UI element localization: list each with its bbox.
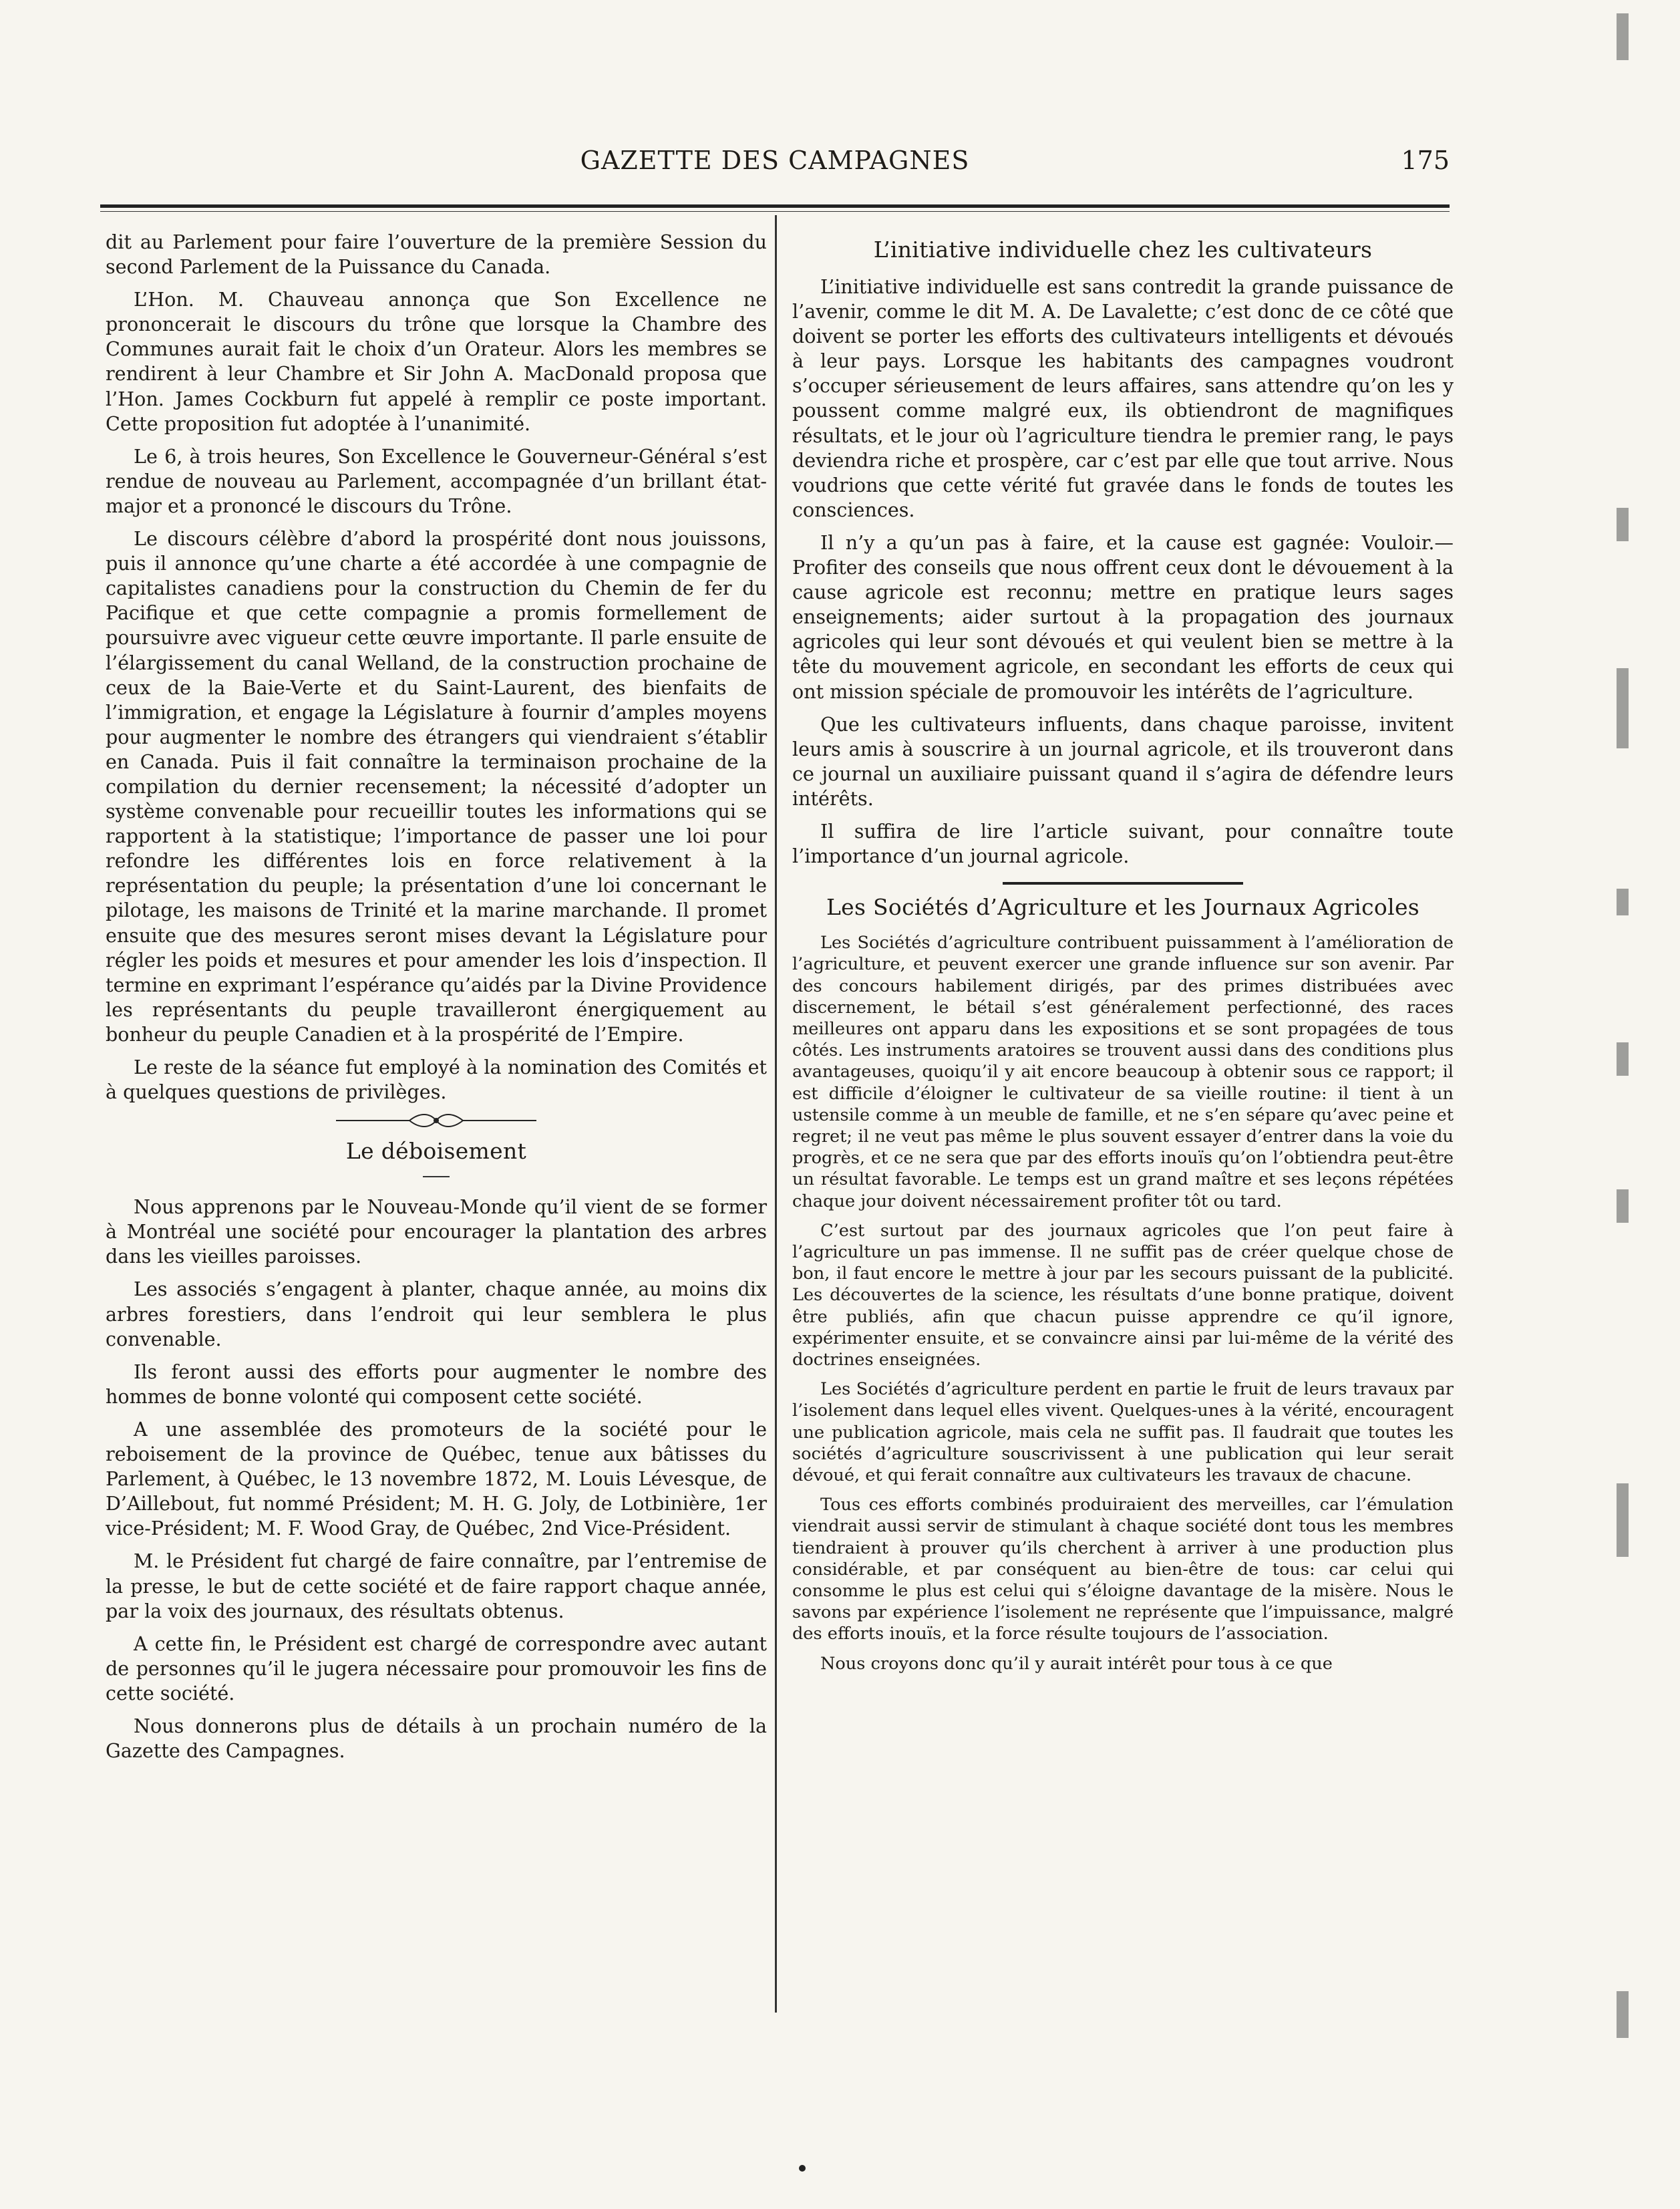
scan-edge-marks xyxy=(1617,0,1670,2209)
section-title-societes: Les Sociétés d’Agriculture et les Journaux Agricoles xyxy=(826,894,1420,921)
column-divider xyxy=(775,215,777,2013)
ornament-divider xyxy=(106,1113,767,1131)
paragraph: dit au Parlement pour faire l’ouverture de la première Session du second Parlement de la Puissance du Canada. xyxy=(106,231,767,279)
paragraph: L’Hon. M. Chauveau annonça que Son Excellence ne prononcerait le discours du trône que lorsque la Chambre des Communes aurait fait le choix d’un Orateur. Alors les membres se rendirent à leur Chambre et Sir John A. MacDonald proposa que l’Hon. James Cockburn fut appelé à remplir ce poste important. Cette proposition fut adoptée à l’unanimité. xyxy=(106,288,767,435)
paragraph: Nous croyons donc qu’il y aurait intérêt pour tous à ce que xyxy=(820,1653,1333,1674)
scan-mark xyxy=(1617,668,1629,748)
page-header xyxy=(100,146,1450,186)
section-title-initiative: L’initiative individuelle chez les cultivateurs xyxy=(873,237,1373,263)
newspaper-title: GAZETTE DES CAMPAGNES xyxy=(580,146,970,175)
scan-mark xyxy=(1617,1189,1629,1223)
paragraph: Que les cultivateurs influents, dans chaque paroisse, invitent leurs amis à souscrire à un journal agricole, et ils trouveront dans ce journal un auxiliaire puissant quand il s’agira de défendre leurs intérêts. xyxy=(792,712,1454,810)
paragraph: Nous apprenons par le Nouveau-Monde qu’il vient de se former à Montréal une société pour encourager la plantation des arbres dans les vieilles paroisses. xyxy=(106,1195,767,1268)
paragraph: Il suffira de lire l’article suivant, pour connaître toute l’importance d’un journal agricole. xyxy=(792,819,1454,868)
paragraph: Nous donnerons plus de détails à un prochain numéro de la Gazette des Campagnes. xyxy=(106,1714,767,1763)
section-title-deboisement: Le déboisement xyxy=(345,1138,527,1165)
paragraph: C’est surtout par des journaux agricoles que l’on peut faire à l’agriculture un pas immense. Il ne suffit pas de créer quelque chose de bon, il faut encore le mettre à jour par les secours puissant de la publicité. Les découvertes de la science, les résultats d’une bonne pratique, doivent être publiés, afin que chacun puisse apprendre ce qu’il ignore, expérimenter ensuite, et se convaincre ainsi par lui-même de la vérité des doctrines enseignées. xyxy=(792,1220,1454,1370)
paragraph: Les Sociétés d’agriculture contribuent puissamment à l’amélioration de l’agriculture, et peuvent exercer une grande influence sur son avenir. Par des concours habilement dirigés, par des primes distribuées avec discernement, le bétail s’est généralement perfectionné, des races meilleures ont apparu dans les expositions et se sont propagées de tous côtés. Les instruments aratoires se trouvent aussi dans des conditions plus avantageuses, quoiqu’il y ait encore beaucoup à obtenir sous ce rapport; il est difficile d’éloigner le cultivateur de sa vieille routine: il tient à un ustensile comme à un meuble de famille, et ne s’en sépare qu’avec peine et regret; il ne veut pas même le plus souvent essayer d’entrer dans la voie du progrès, et ce ne sera que par des efforts inouïs qu’on l’obtiendra peut-être un résultat favorable. Le temps est un grand maître et ses leçons répétées chaque jour doivent nécessairement profiter tôt ou tard. xyxy=(792,933,1454,1211)
scan-mark xyxy=(1617,13,1629,60)
scan-mark xyxy=(1617,1042,1629,1076)
right-column xyxy=(792,230,1454,1682)
scan-mark xyxy=(1617,508,1629,541)
header-rule-thin xyxy=(100,211,1450,212)
scan-dot xyxy=(799,2165,806,2172)
paragraph: A cette fin, le Président est chargé de correspondre avec autant de personnes qu’il le jugera nécessaire pour promouvoir les fins de cette société. xyxy=(106,1632,767,1705)
page-number: 175 xyxy=(1401,146,1450,175)
paragraph: A une assemblée des promoteurs de la société pour le reboisement de la province de Québec, tenue aux bâtisses du Parlement, à Québec, le 13 novembre 1872, M. Louis Lévesque, de D’Aillebout, fut nommé Président; M. H. G. Joly, de Lotbinière, 1er vice-Président; M. F. Wood Gray, de Québec, 2nd Vice-Président. xyxy=(106,1417,767,1540)
paragraph: Les associés s’engagent à planter, chaque année, au moins dix arbres forestiers, dans l’endroit qui leur semblera le plus convenable. xyxy=(106,1278,767,1350)
paragraph: Il n’y a qu’un pas à faire, et la cause est gagnée: Vouloir.—Profiter des conseils que nous offrent ceux dont le dévouement à la cause agricole est reconnu; mettre en pratique leurs sages enseignements; aider surtout à la propagation des journaux agricoles qui leur sont dévoués et qui veulent bien se mettre à la tête du mouvement agricole, en secondant les efforts de ceux qui ont mission spéciale de promouvoir les intérêts de l’agriculture. xyxy=(792,531,1454,703)
scan-mark xyxy=(1617,889,1629,915)
ornament-icon xyxy=(336,1113,536,1129)
paragraph: M. le Président fut chargé de faire connaître, par l’entremise de la presse, le but de cette société et de faire rapport chaque année, par la voix des journaux, des résultats obtenus. xyxy=(106,1550,767,1622)
left-column xyxy=(106,230,767,1771)
paragraph: Le discours célèbre d’abord la prospérité dont nous jouissons, puis il annonce qu’une charte a été accordée à une compagnie de capitalistes canadiens pour la construction du Chemin de fer du Pacifique et que cette compagnie a promis formellement de poursuivre avec vigueur cette œuvre importante. Il parle ensuite de l’élargissement du canal Welland, de la construction prochaine de ceux de la Baie-Verte et du Saint-Laurent, des bienfaits de l’immigration, et engage la Législature à fournir d’amples moyens pour augmenter le nombre des étrangers qui viendraient s’établir en Canada. Puis il fait connaître la terminaison prochaine de la compilation du dernier recensement; la nécessité d’adopter un système convenable pour recueillir toutes les informations qui se rapportent à la statistique; l’importance de passer une loi pour refondre les différentes lois en force relativement à la représentation du peuple; la présentation d’une loi concernant le pilotage, les maisons de Trinité et la marine marchande. Il promet ensuite que des mesures seront mises devant la Législature pour régler les poids et mesures et pour amender les lois d’inspection. Il termine en exprimant l’espérance qu’aidés par la Divine Providence les représentants du peuple travailleront énergiquement au bonheur du peuple Canadien et à la prospérité de l’Empire. xyxy=(106,527,767,1046)
scan-mark xyxy=(1617,1991,1629,2038)
scan-mark xyxy=(1617,1483,1629,1557)
header-rule xyxy=(100,204,1450,208)
paragraph: L’initiative individuelle est sans contredit la grande puissance de l’avenir, comme le dit M. A. De Lavalette; c’est donc de ce côté que doivent se porter les efforts des cultivateurs intelligents et dévoués à leur pays. Lorsque les habitants des campagnes voudront s’occuper sérieusement de leurs affaires, sans attendre qu’on les y poussent comme malgré eux, ils obtiendront de magnifiques résultats, et le jour où l’agriculture tiendra le premier rang, le pays deviendra riche et prospère, car c’est par elle que tout arrive. Nous voudrions que cette vérité fut gravée dans le fonds de toutes les consciences. xyxy=(792,275,1454,521)
section-rule xyxy=(1003,882,1243,885)
paragraph: Le 6, à trois heures, Son Excellence le Gouverneur-Général s’est rendue de nouveau au Parlement, accompagnée d’un brillant état-major et a prononcé le discours du Trône. xyxy=(106,444,767,517)
paragraph: Tous ces efforts combinés produiraient des merveilles, car l’émulation viendrait aussi servir de stimulant à chaque société dont tous les membres tiendraient à prouver qu’ils cherchent à arriver à une production plus considérable, et par conséquent au bien-être de tous: car celui qui consomme le plus est celui qui s’éloigne davantage de la misère. Nous le savons par expérience l’isolement ne représente que l’impuissance, malgré des efforts inouïs, et la force résulte toujours de l’association. xyxy=(792,1495,1454,1644)
paragraph: Le reste de la séance fut employé à la nomination des Comités et à quelques questions de privilèges. xyxy=(106,1056,767,1104)
paragraph: Les Sociétés d’agriculture perdent en partie le fruit de leurs travaux par l’isolement dans lequel elles vivent. Quelques-unes à la vérité, encouragent une publication agricole, mais cela ne suffit pas. Il faudrait que toutes les sociétés d’agriculture souscrivissent à une publication qui leur serait dévoué, et qui ferait connaître aux cultivateurs les travaux de chacune. xyxy=(792,1379,1454,1486)
paragraph: Ils feront aussi des efforts pour augmenter le nombre des hommes de bonne volonté qui composent cette société. xyxy=(106,1360,767,1408)
title-rule xyxy=(423,1176,450,1177)
